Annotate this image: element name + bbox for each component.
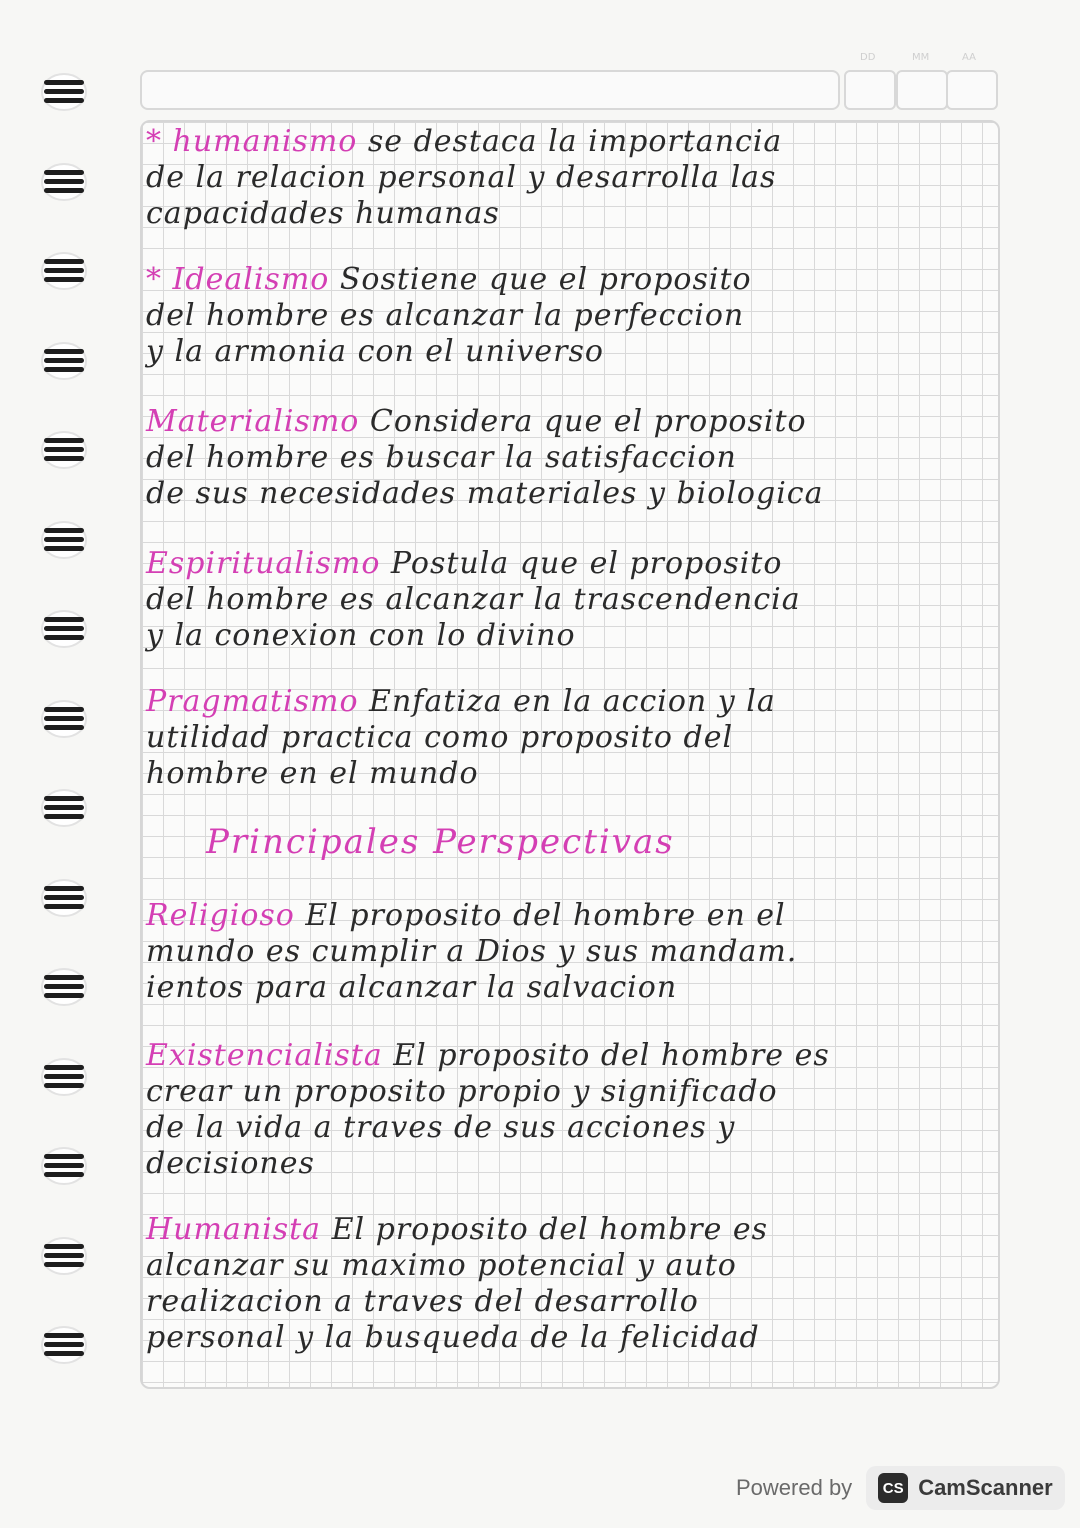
spiral-ring-icon [38,249,90,293]
note-line: personal y la busqueda de la felicidad [146,1320,760,1355]
spiral-ring-icon [38,160,90,204]
note-line: y la conexion con lo divino [146,618,576,653]
spiral-ring-icon [38,607,90,651]
spiral-ring-icon [38,786,90,830]
note-text: se destaca la importancia [357,124,783,159]
note-section-espiritualismo [146,546,992,654]
camscanner-brand-name: CamScanner [918,1475,1053,1500]
spiral-ring-icon [38,428,90,472]
note-line: hombre en el mundo [146,756,479,791]
note-text: Sostiene que el proposito [329,262,752,297]
camscanner-logo-icon: CS [878,1473,908,1503]
date-label-month: MM [912,52,930,63]
note-text: El proposito del hombre en el [294,898,786,933]
note-term: * Idealismo [146,262,330,297]
spiral-ring [38,1234,90,1278]
note-section-humanista [146,1212,992,1356]
note-line: capacidades humanas [146,196,500,231]
note-line [146,262,992,298]
spiral-ring [38,697,90,741]
spiral-ring-icon [38,1234,90,1278]
spiral-ring [38,249,90,293]
spiral-ring-icon [38,876,90,920]
note-section-pragmatismo [146,684,992,792]
spiral-ring [38,70,90,114]
spiral-ring [38,518,90,562]
note-line: alcanzar su maximo potencial y auto [146,1248,737,1283]
spiral-ring [38,339,90,383]
note-section-religioso [146,898,992,1006]
note-line: mundo es cumplir a Dios y sus mandam. [146,934,798,969]
spiral-ring-icon [38,1144,90,1188]
subtitle-principales-perspectivas: Principales Perspectivas [206,822,675,862]
note-term: Religioso [146,898,295,933]
spiral-ring [38,160,90,204]
spiral-ring [38,1055,90,1099]
spiral-ring [38,607,90,651]
note-text: El proposito del hombre es [382,1038,830,1073]
spiral-ring [38,786,90,830]
note-line [146,684,992,720]
note-text: El proposito del hombre es [321,1212,769,1247]
note-section-idealismo [146,262,992,370]
note-line [146,898,992,934]
spiral-binding [38,70,98,1390]
note-line: y la armonia con el universo [146,334,604,369]
spiral-ring [38,1144,90,1188]
note-text: Considera que el proposito [359,404,807,439]
note-line: crear un proposito propio y significado [146,1074,778,1109]
spiral-ring [38,876,90,920]
note-section-humanismo [146,124,992,232]
spiral-ring-icon [38,339,90,383]
note-line [146,1212,992,1248]
note-line: del hombre es alcanzar la perfeccion [146,298,745,333]
note-line: decisiones [146,1146,315,1181]
note-text: Enfatiza en la accion y la [358,684,776,719]
note-section-existencialista [146,1038,992,1182]
spiral-ring [38,965,90,1009]
date-box-day [844,70,896,110]
note-term: * humanismo [146,124,358,159]
note-line: de sus necesidades materiales y biologica [146,476,824,511]
note-term: Materialismo [146,404,360,439]
note-line: de la vida a traves de sus acciones y [146,1110,736,1145]
camscanner-badge [866,1466,1065,1510]
note-line [146,404,992,440]
note-line [146,1038,992,1074]
spiral-ring [38,428,90,472]
date-box-year [946,70,998,110]
spiral-ring-icon [38,697,90,741]
note-line [146,546,992,582]
powered-by-label: Powered by [736,1475,853,1500]
note-text: Postula que el proposito [380,546,783,581]
spiral-ring [38,1323,90,1367]
note-line: del hombre es alcanzar la trascendencia [146,582,801,617]
date-box-month [896,70,948,110]
note-term: Pragmatismo [146,684,359,719]
header-field [140,70,840,110]
date-label-day: DD [860,52,876,63]
note-section-materialismo [146,404,992,512]
spiral-ring-icon [38,518,90,562]
note-term: Espiritualismo [146,546,381,581]
note-term: Humanista [146,1212,322,1247]
note-line [146,124,992,160]
date-label-year: AA [962,52,976,63]
note-line: del hombre es buscar la satisfaccion [146,440,737,475]
note-line: utilidad practica como proposito del [146,720,734,755]
scanner-watermark [736,1466,1065,1510]
spiral-ring-icon [38,965,90,1009]
spiral-ring-icon [38,70,90,114]
note-line: realizacion a traves del desarrollo [146,1284,699,1319]
note-line: ientos para alcanzar la salvacion [146,970,678,1005]
note-term: Existencialista [146,1038,383,1073]
spiral-ring-icon [38,1323,90,1367]
note-line: de la relacion personal y desarrolla las [146,160,777,195]
spiral-ring-icon [38,1055,90,1099]
